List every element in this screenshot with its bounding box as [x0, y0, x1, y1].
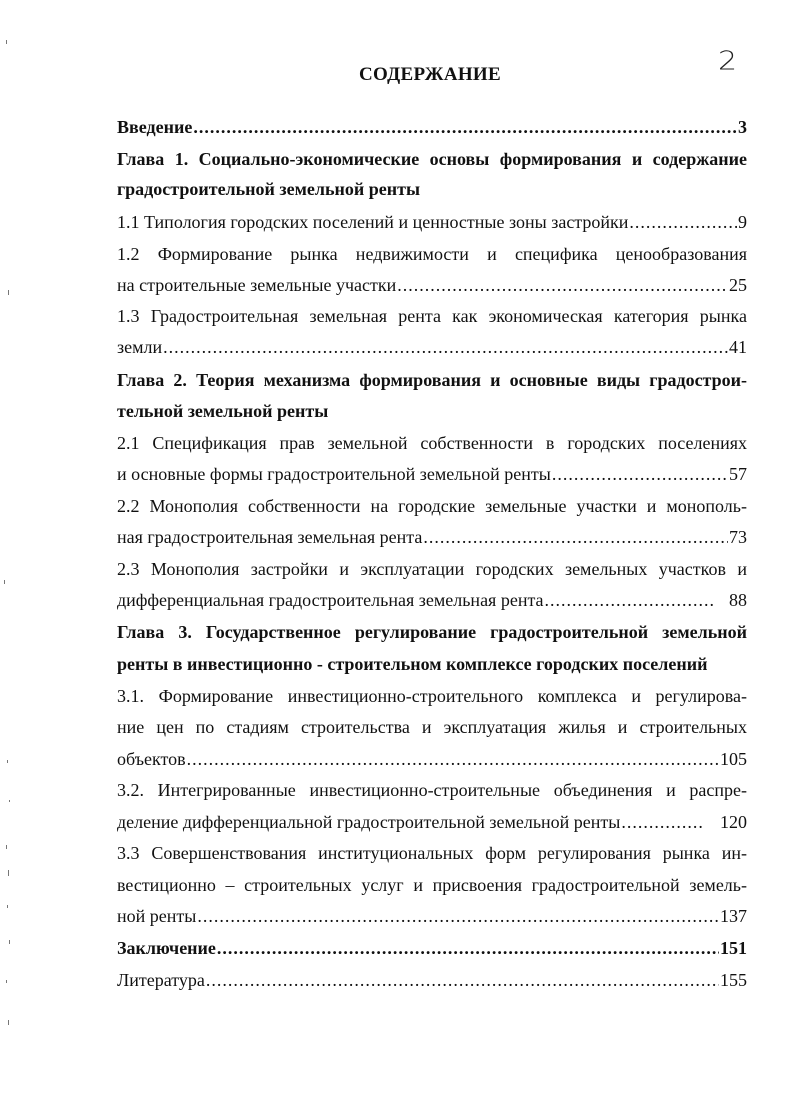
toc-line: 2.2 Монополия собственности на городские земельные участки и монополь- [117, 496, 747, 516]
toc-line [117, 588, 747, 612]
toc-line: Глава 3. Государственное регулирование градостроительной земельной [117, 622, 747, 642]
toc-line [117, 462, 747, 486]
toc-line: 2.3 Монополия застройки и эксплуатации городских земельных участков и [117, 559, 747, 579]
toc-entry-title: на строительные земельные участки [117, 275, 397, 295]
toc-line [117, 904, 747, 928]
leader-dots [552, 462, 728, 486]
leader-dots [621, 810, 705, 834]
toc-line: 1.3 Градостроительная земельная рента как экономическая категория рынка [117, 306, 747, 326]
toc-page-number: 155 [720, 970, 747, 990]
leader-dots [545, 588, 714, 612]
toc-entry-title: дифференциальная градостроительная земельная рента [117, 590, 544, 610]
toc-line: градостроительной земельной ренты [117, 179, 421, 199]
toc-line: тельной земельной ренты [117, 401, 329, 421]
toc-entry-title: Заключение [117, 938, 216, 958]
toc-line [117, 936, 747, 960]
toc-entry-title: ной ренты [117, 906, 197, 926]
toc-entry-title: деление дифференциальной градостроительной земельной ренты [117, 812, 621, 832]
toc-page-number: 105 [720, 749, 747, 769]
toc-entry-title: объектов [117, 749, 186, 769]
page-title: СОДЕРЖАНИЕ [359, 64, 501, 85]
toc-line [117, 810, 747, 834]
leader-dots [423, 525, 728, 549]
leader-dots [187, 747, 719, 771]
scan-specks [0, 0, 30, 1096]
toc-line: 2.1 Спецификация прав земельной собственности в городских поселениях [117, 433, 747, 453]
leader-dots [193, 115, 737, 139]
toc-page-number: 3 [738, 117, 747, 137]
toc-entry-title: 1.1 Типология городских поселений и ценностные зоны застройки [117, 212, 629, 232]
toc-line: ние цен по стадиям строительства и эксплуатация жилья и строительных [117, 717, 747, 737]
toc-page-number: 25 [729, 275, 747, 295]
toc-line [117, 115, 747, 139]
toc-line [117, 968, 747, 992]
leader-dots [206, 968, 719, 992]
toc-page-number: 151 [720, 938, 747, 958]
toc-line: 3.1. Формирование инвестиционно-строительного комплекса и регулирова- [117, 686, 747, 706]
leader-dots [163, 335, 728, 359]
handwritten-page-number: 2 [718, 46, 738, 77]
toc-page-number: 41 [729, 337, 747, 357]
leader-dots [197, 904, 719, 928]
toc-page-number: 73 [729, 527, 747, 547]
toc-line: вестиционно – строительных услуг и присвоения градостроительной земель- [117, 875, 747, 895]
toc-line [117, 525, 747, 549]
toc-line: 1.2 Формирование рынка недвижимости и специфика ценообразования [117, 244, 747, 264]
toc-page-number: 57 [729, 464, 747, 484]
toc-entry-title: Введение [117, 117, 193, 137]
toc-line [117, 273, 747, 297]
leader-dots [629, 210, 737, 234]
toc-line: 3.3 Совершенствования институциональных форм регулирования рынка ин- [117, 843, 747, 863]
toc-entry-title: ная градостроительная земельная рента [117, 527, 423, 547]
toc-line: Глава 1. Социально-экономические основы формирования и содержание [117, 149, 747, 169]
toc-line [117, 747, 747, 771]
toc-line [117, 335, 747, 359]
toc-page-number: 120 [720, 812, 747, 832]
toc-entry-title: Литература [117, 970, 205, 990]
leader-dots [217, 936, 719, 960]
toc-line: ренты в инвестиционно - строительном комплексе городских поселений [117, 654, 708, 674]
toc-line: Глава 2. Теория механизма формирования и основные виды градострои- [117, 370, 747, 390]
toc-page-number: 9 [738, 212, 747, 232]
toc-entry-title: земли [117, 337, 163, 357]
toc-line: 3.2. Интегрированные инвестиционно-строительные объединения и распре- [117, 780, 747, 800]
leader-dots [397, 273, 728, 297]
toc-page-number: 88 [729, 590, 747, 610]
toc-entry-title: и основные формы градостроительной земельной ренты [117, 464, 551, 484]
toc-page-number: 137 [720, 906, 747, 926]
toc-line [117, 210, 747, 234]
